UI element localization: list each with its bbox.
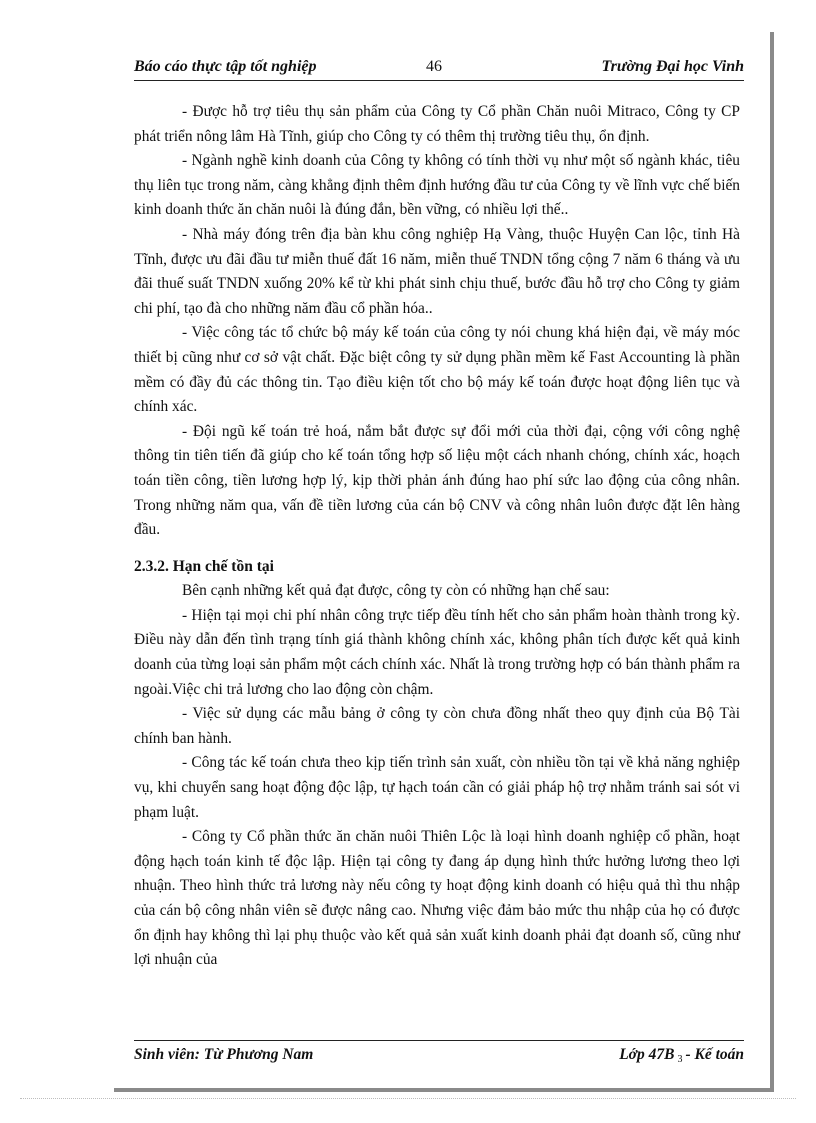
header-report-title: Báo cáo thực tập tốt nghiệp xyxy=(134,58,317,75)
header-rule xyxy=(134,80,744,81)
paragraph: - Công ty Cổ phần thức ăn chăn nuôi Thiên Lộc là loại hình doanh nghiệp cổ phần, hoạt động hạch toán kinh tế độc lập. Hiện tại công ty đang áp dụng hình thức hưởng lương theo lợi nhuận. Theo hình thức trả lương này nếu công ty hoạt động kinh doanh có hiệu quả thì thu nhập của cán bộ công nhân viên sẽ được nâng cao. Nhưng việc đảm bảo mức thu nhập của họ có được ổn định hay không thì lại phụ thuộc vào kết quả sản xuất kinh doanh phải đạt doanh số, cũng như lợi nhuận của xyxy=(134,828,740,969)
footer-student: Sinh viên: Từ Phương Nam xyxy=(134,1046,314,1063)
paragraph: - Đội ngũ kế toán trẻ hoá, nắm bắt được sự đổi mới của thời đại, cộng với công nghệ thông tin tiên tiến đã giúp cho kế toán tổng hợp số liệu một cách nhanh chóng, chính xác, hoạch toán tiền công, tiền lương hợp lý, kịp thời phản ánh đúng hao phí sức lao động của công nhân. Trong những năm qua, vấn đề tiền lương của cán bộ CNV và công nhân luôn được đặt lên hàng đầu. xyxy=(134,422,740,539)
paragraph: - Ngành nghề kinh doanh của Công ty không có tính thời vụ như một số ngành khác, tiêu thụ liên tục trong năm, càng khẳng định thêm định hướng đầu tư của Công ty về lĩnh vực chế biến kinh doanh thức ăn chăn nuôi là đúng đắn, bền vững, có nhiều lợi thế.. xyxy=(134,152,740,219)
page-header xyxy=(134,58,744,82)
document-body xyxy=(134,100,740,973)
footer-class-name: Lớp 47B xyxy=(619,1046,675,1063)
paragraph: - Được hỗ trợ tiêu thụ sản phẩm của Công ty Cổ phần Chăn nuôi Mitraco, Công ty CP phát triển nông lâm Hà Tĩnh, giúp cho Công ty có thêm thị trường tiêu thụ, ổn định. xyxy=(134,103,740,145)
footer-major: - Kế toán xyxy=(685,1046,744,1063)
paragraph: - Nhà máy đóng trên địa bàn khu công nghiệp Hạ Vàng, thuộc Huyện Can lộc, tỉnh Hà Tĩnh, được ưu đãi đầu tư miễn thuế đất 16 năm, miễn thuế TNDN tổng cộng 7 năm 6 tháng và ưu đãi thuế suất TNDN xuống 20% kể từ khi phát sinh chịu thuế, bước đầu hỗ trợ cho Công ty giảm chi phí, tạo đà cho những năm đầu cổ phần hóa.. xyxy=(134,225,740,317)
section-heading: 2.3.2. Hạn chế tồn tại xyxy=(134,557,274,575)
page-number: 46 xyxy=(426,58,442,75)
paragraph: - Công tác kế toán chưa theo kịp tiến trình sản xuất, còn nhiều tồn tại về khả năng nghiệp vụ, khi chuyển sang hoạt động độc lập, tự hạch toán cần có giải pháp hộ trợ nhằm tránh sai sót vi phạm luật. xyxy=(134,754,740,821)
header-university: Trường Đại học Vinh xyxy=(601,58,744,75)
footer-mark: 3 xyxy=(677,1054,683,1065)
paragraph: - Hiện tại mọi chi phí nhân công trực tiếp đều tính hết cho sản phẩm hoàn thành trong kỳ. Điều này dẫn đến tình trạng tính giá thành không chính xác, không phân tích được kết quả kinh doanh của từng loại sản phẩm một cách chính xác. Nhất là trong trường hợp có bán thành phẩm ra ngoài.Việc chi trả lương cho lao động còn chậm. xyxy=(134,606,740,698)
bottom-dotted-line xyxy=(20,1098,796,1099)
footer-class xyxy=(619,1046,744,1065)
paragraph: - Việc công tác tổ chức bộ máy kế toán của công ty nói chung khá hiện đại, về máy móc thiết bị cũng như cơ sở vật chất. Đặc biệt công ty sử dụng phần mềm kế Fast Accounting là phần mềm có đầy đủ các thông tin. Tạo điều kiện tốt cho bộ máy kế toán được hoạt động liên tục và chính xác. xyxy=(134,324,740,416)
paragraph: - Việc sử dụng các mẫu bảng ở công ty còn chưa đồng nhất theo quy định của Bộ Tài chính ban hành. xyxy=(134,705,740,747)
footer-rule xyxy=(134,1040,744,1041)
paragraph: Bên cạnh những kết quả đạt được, công ty còn có những hạn chế sau: xyxy=(182,582,610,600)
page-footer xyxy=(134,1046,744,1068)
